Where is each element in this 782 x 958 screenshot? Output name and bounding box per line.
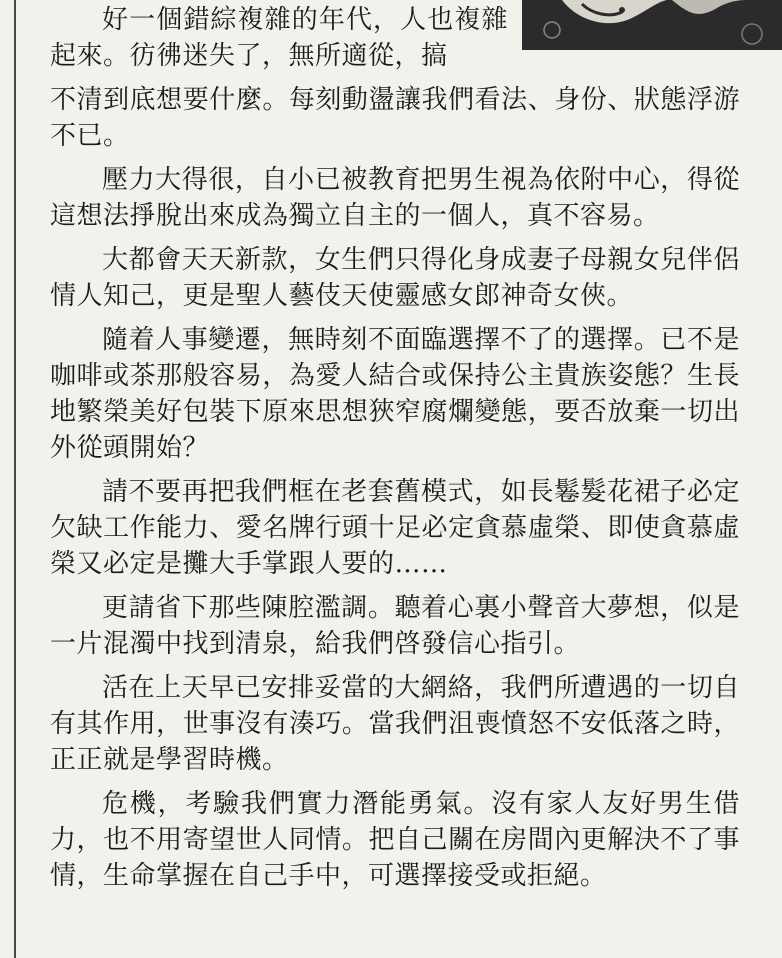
- paragraph-4: 隨着人事變遷，無時刻不面臨選擇不了的選擇。已不是咖啡或茶那般容易，為愛人結合或保持公主貴族姿態？生長地繁榮美好包裝下原來思想狹窄腐爛變態，要否放棄一切出外從頭開始？: [50, 325, 740, 463]
- article-body: [50, 2, 740, 902]
- paragraph-6: 更請省下那些陳腔濫調。聽着心裏小聲音大夢想，似是一片混濁中找到清泉，給我們啓發信心指引。: [50, 593, 740, 659]
- paragraph-7: 活在上天早已安排妥當的大網絡，我們所遭遇的一切自有其作用，世事沒有湊巧。當我們沮喪憤怒不安低落之時，正正就是學習時機。: [50, 673, 740, 775]
- paragraph-1: 好一個錯綜複雜的年代，人也複雜起來。彷彿迷失了，無所適從，搞: [50, 5, 508, 71]
- paragraph-8: 危機，考驗我們實力潛能勇氣。沒有家人友好男生借力，也不用寄望世人同情。把自己關在房間內更解決不了事情，生命掌握在自己手中，可選擇接受或拒絕。: [50, 789, 740, 891]
- paragraph-3: 大都會天天新款，女生們只得化身成妻子母親女兒伴侶情人知己，更是聖人藝伎天使靈感女郎神奇女俠。: [50, 245, 740, 311]
- paragraph-5: 請不要再把我們框在老套舊模式，如長鬈髮花裙子必定欠缺工作能力、愛名牌行頭十足必定貪慕虛榮、即使貪慕虛榮又必定是攤大手掌跟人要的……: [50, 477, 740, 579]
- paragraph-1-continued: 不清到底想要什麼。每刻動盪讓我們看法、身份、狀態浮游不已。: [50, 85, 740, 151]
- paragraph-2: 壓力大得很，自小已被教育把男生視為依附中心，得從這想法掙脫出來成為獨立自主的一個人，真不容易。: [50, 165, 740, 231]
- left-margin-rule: [14, 0, 16, 958]
